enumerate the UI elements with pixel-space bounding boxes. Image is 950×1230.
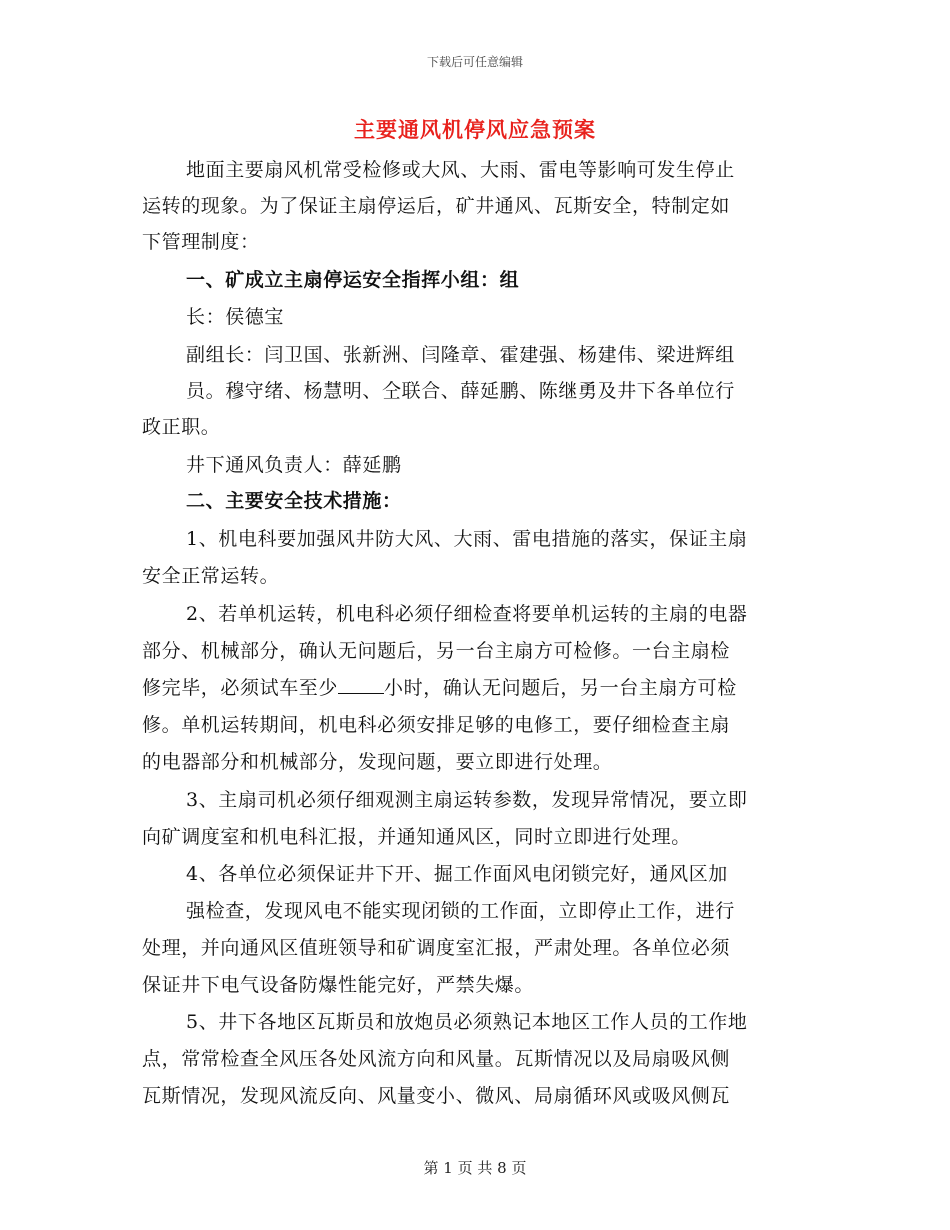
header-note: 下载后可任意编辑	[426, 55, 523, 69]
paragraph-line: 4、各单位必须保证井下开、掘工作面风电闭锁完好，通风区加	[186, 863, 728, 885]
paragraph-line: 修。单机运转期间，机电科必须安排足够的电修工，要仔细检查主扇	[142, 714, 731, 736]
paragraph-line: 3、主扇司机必须仔细观测主扇运转参数，发现异常情况，要立即	[186, 789, 748, 811]
paragraph-line: 部分、机械部分，确认无问题后，另一台主扇方可检修。一台主扇检	[142, 640, 731, 662]
line-text: 小时，确认无问题后，另一台主扇方可检	[384, 677, 737, 699]
section-heading: 二、主要安全技术措施：	[186, 490, 402, 512]
paragraph-line: 1、机电科要加强风井防大风、大雨、雷电措施的落实，保证主扇	[186, 528, 748, 550]
paragraph-line: 地面主要扇风机常受检修或大风、大雨、雷电等影响可发生停止	[186, 159, 735, 181]
paragraph-line: 处理，并向通风区值班领导和矿调度室汇报，严肃处理。各单位必须	[142, 937, 731, 959]
paragraph-line: 瓦斯情况，发现风流反向、风量变小、微风、局扇循环风或吸风侧瓦	[142, 1085, 731, 1107]
paragraph-line: 下管理制度：	[142, 231, 260, 253]
paragraph-line: 井下通风负责人：薛延鹏	[186, 454, 402, 476]
paragraph-line: 2、若单机运转，机电科必须仔细检查将要单机运转的主扇的电器	[186, 603, 748, 625]
paragraph-line: 的电器部分和机械部分，发现问题，要立即进行处理。	[142, 751, 613, 773]
paragraph-line: 运转的现象。为了保证主扇停运后，矿井通风、瓦斯安全，特制定如	[142, 195, 731, 217]
section-heading: 一、矿成立主扇停运安全指挥小组：组	[186, 269, 520, 291]
paragraph-line	[142, 676, 737, 700]
paragraph-line: 保证井下电气设备防爆性能完好，严禁失爆。	[142, 974, 535, 996]
line-text: 修完毕，必须试车至少	[142, 677, 339, 699]
page-footer: 第 1 页 共 8 页	[423, 1159, 527, 1177]
paragraph-line: 点，常常检查全风压各处风流方向和风量。瓦斯情况以及局扇吸风侧	[142, 1048, 731, 1070]
paragraph-line: 副组长：闫卫国、张新洲、闫隆章、霍建强、杨建伟、梁进辉组	[186, 344, 735, 366]
paragraph-line: 员。穆守绪、杨慧明、仝联合、薛延鹏、陈继勇及井下各单位行	[186, 380, 735, 402]
paragraph-line: 强检查，发现风电不能实现闭锁的工作面，立即停止工作，进行	[186, 900, 735, 922]
paragraph-line: 向矿调度室和机电科汇报，并通知通风区，同时立即进行处理。	[142, 826, 691, 848]
paragraph-line: 政正职。	[142, 416, 221, 438]
paragraph-line: 安全正常运转。	[142, 565, 280, 587]
paragraph-line: 长：侯德宝	[186, 306, 285, 328]
page-title: 主要通风机停风应急预案	[354, 117, 596, 142]
fill-in-blank	[338, 677, 384, 694]
paragraph-line: 5、井下各地区瓦斯员和放炮员必须熟记本地区工作人员的工作地	[186, 1011, 748, 1033]
